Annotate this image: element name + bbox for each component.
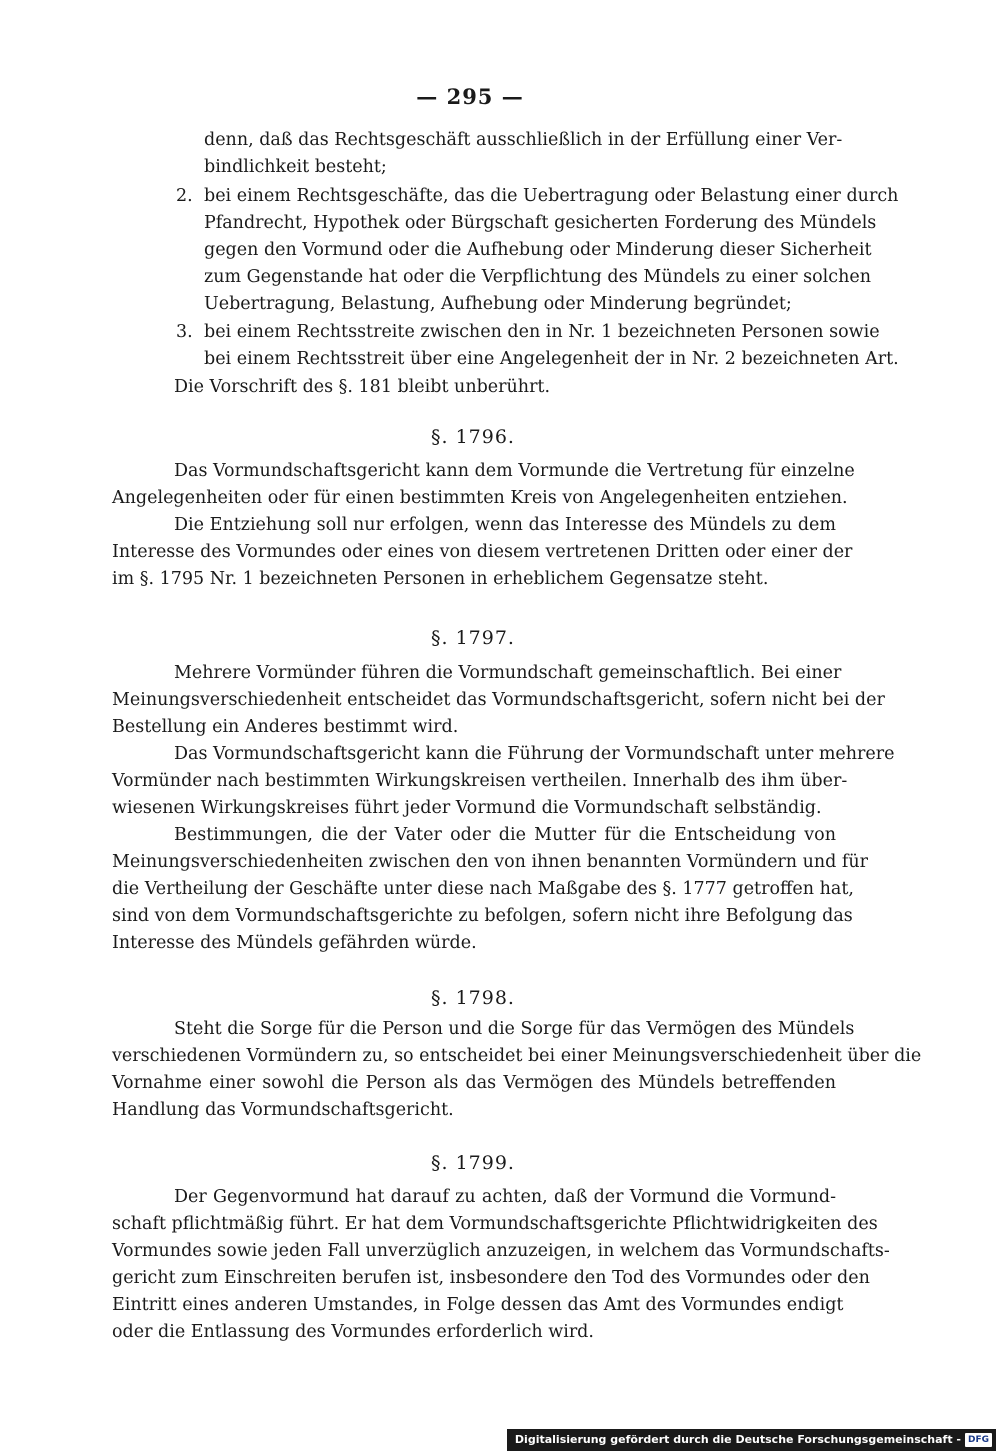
list-item-number: 2. xyxy=(176,186,193,206)
text-line: Vormundes sowie jeden Fall unverzüglich anzuzeigen, in welchem das Vormundschafts- xyxy=(112,1241,890,1261)
text-line: schaft pflichtmäßig führt. Er hat dem Vormundschaftsgerichte Pflichtwidrigkeiten des xyxy=(112,1214,878,1234)
page-number: — 295 — xyxy=(416,84,524,109)
text-line: Vormünder nach bestimmten Wirkungskreisen vertheilen. Innerhalb des ihm über- xyxy=(112,771,848,791)
text-line: Interesse des Mündels gefährden würde. xyxy=(112,933,477,953)
text-line: Bestimmungen, die der Vater oder die Mutter für die Entscheidung von xyxy=(174,825,836,845)
text-line: wiesenen Wirkungskreises führt jeder Vormund die Vormundschaft selbständig. xyxy=(112,798,822,818)
list-item-2 xyxy=(112,183,899,318)
digitization-footer xyxy=(507,1429,996,1451)
text-line: Der Gegenvormund hat darauf zu achten, daß der Vormund die Vormund- xyxy=(174,1187,836,1207)
section-1799 xyxy=(112,1184,890,1346)
text-line: die Vertheilung der Geschäfte unter diese nach Maßgabe des §. 1777 getroffen hat, xyxy=(112,879,854,899)
text-line: Meinungsverschiedenheit entscheidet das Vormundschaftsgericht, sofern nicht bei der xyxy=(112,690,885,710)
text-line: denn, daß das Rechtsgeschäft ausschließlich in der Erfüllung einer Ver- xyxy=(204,130,843,150)
section-1796 xyxy=(112,458,855,593)
text-line: Eintritt eines anderen Umstandes, in Folge dessen das Amt des Vormundes endigt xyxy=(112,1295,844,1315)
text-line: Bestellung ein Anderes bestimmt wird. xyxy=(112,717,459,737)
footer-text: Digitalisierung gefördert durch die Deutsche Forschungsgemeinschaft - xyxy=(514,1433,961,1446)
text-line: bei einem Rechtsgeschäfte, das die Uebertragung oder Belastung einer durch xyxy=(204,186,899,206)
section-heading: §. 1796. xyxy=(431,426,515,448)
text-line: Steht die Sorge für die Person und die Sorge für das Vermögen des Mündels xyxy=(174,1019,855,1039)
text-line: Meinungsverschiedenheiten zwischen den von ihnen benannten Vormündern und für xyxy=(112,852,869,872)
dfg-logo-icon: DFG xyxy=(965,1433,992,1447)
section-heading: §. 1798. xyxy=(431,987,515,1009)
list-item-3 xyxy=(112,319,899,373)
text-line: Angelegenheiten oder für einen bestimmten Kreis von Angelegenheiten entziehen. xyxy=(112,488,848,508)
text-line: verschiedenen Vormündern zu, so entscheidet bei einer Meinungsverschiedenheit über die xyxy=(112,1046,922,1066)
text-line: gericht zum Einschreiten berufen ist, insbesondere den Tod des Vormundes oder den xyxy=(112,1268,870,1288)
section-heading: §. 1799. xyxy=(431,1152,515,1174)
list-item-number: 3. xyxy=(176,322,193,342)
text-line: gegen den Vormund oder die Aufhebung oder Minderung dieser Sicherheit xyxy=(204,240,872,260)
text-line: Das Vormundschaftsgericht kann die Führung der Vormundschaft unter mehrere xyxy=(174,744,895,764)
closing-line xyxy=(112,374,836,401)
text-line: Die Vorschrift des §. 181 bleibt unberührt. xyxy=(174,377,551,397)
text-line: bei einem Rechtsstreit über eine Angelegenheit der in Nr. 2 bezeichneten Art. xyxy=(204,349,899,369)
text-line: zum Gegenstande hat oder die Verpflichtung des Mündels zu einer solchen xyxy=(204,267,871,287)
section-heading: §. 1797. xyxy=(431,627,515,649)
text-line: Mehrere Vormünder führen die Vormundschaft gemeinschaftlich. Bei einer xyxy=(174,663,842,683)
text-line: Interesse des Vormundes oder eines von diesem vertretenen Dritten oder einer der xyxy=(112,542,853,562)
text-line: bei einem Rechtsstreite zwischen den in Nr. 1 bezeichneten Personen sowie xyxy=(204,322,880,342)
section-1798 xyxy=(112,1016,922,1124)
section-1797 xyxy=(112,660,895,957)
text-line: bindlichkeit besteht; xyxy=(204,157,387,177)
text-line: Uebertragung, Belastung, Aufhebung oder Minderung begründet; xyxy=(204,294,792,314)
text-line: Das Vormundschaftsgericht kann dem Vormunde die Vertretung für einzelne xyxy=(174,461,855,481)
text-line: Handlung das Vormundschaftsgericht. xyxy=(112,1100,454,1120)
intro-text xyxy=(112,127,843,181)
text-line: sind von dem Vormundschaftsgerichte zu befolgen, sofern nicht ihre Befolgung das xyxy=(112,906,853,926)
text-line: oder die Entlassung des Vormundes erforderlich wird. xyxy=(112,1322,594,1342)
text-line: Pfandrecht, Hypothek oder Bürgschaft gesicherten Forderung des Mündels xyxy=(204,213,877,233)
text-line: Die Entziehung soll nur erfolgen, wenn das Interesse des Mündels zu dem xyxy=(174,515,836,535)
text-line: im §. 1795 Nr. 1 bezeichneten Personen in erheblichem Gegensatze steht. xyxy=(112,569,769,589)
text-line: Vornahme einer sowohl die Person als das Vermögen des Mündels betreffenden xyxy=(112,1073,836,1093)
